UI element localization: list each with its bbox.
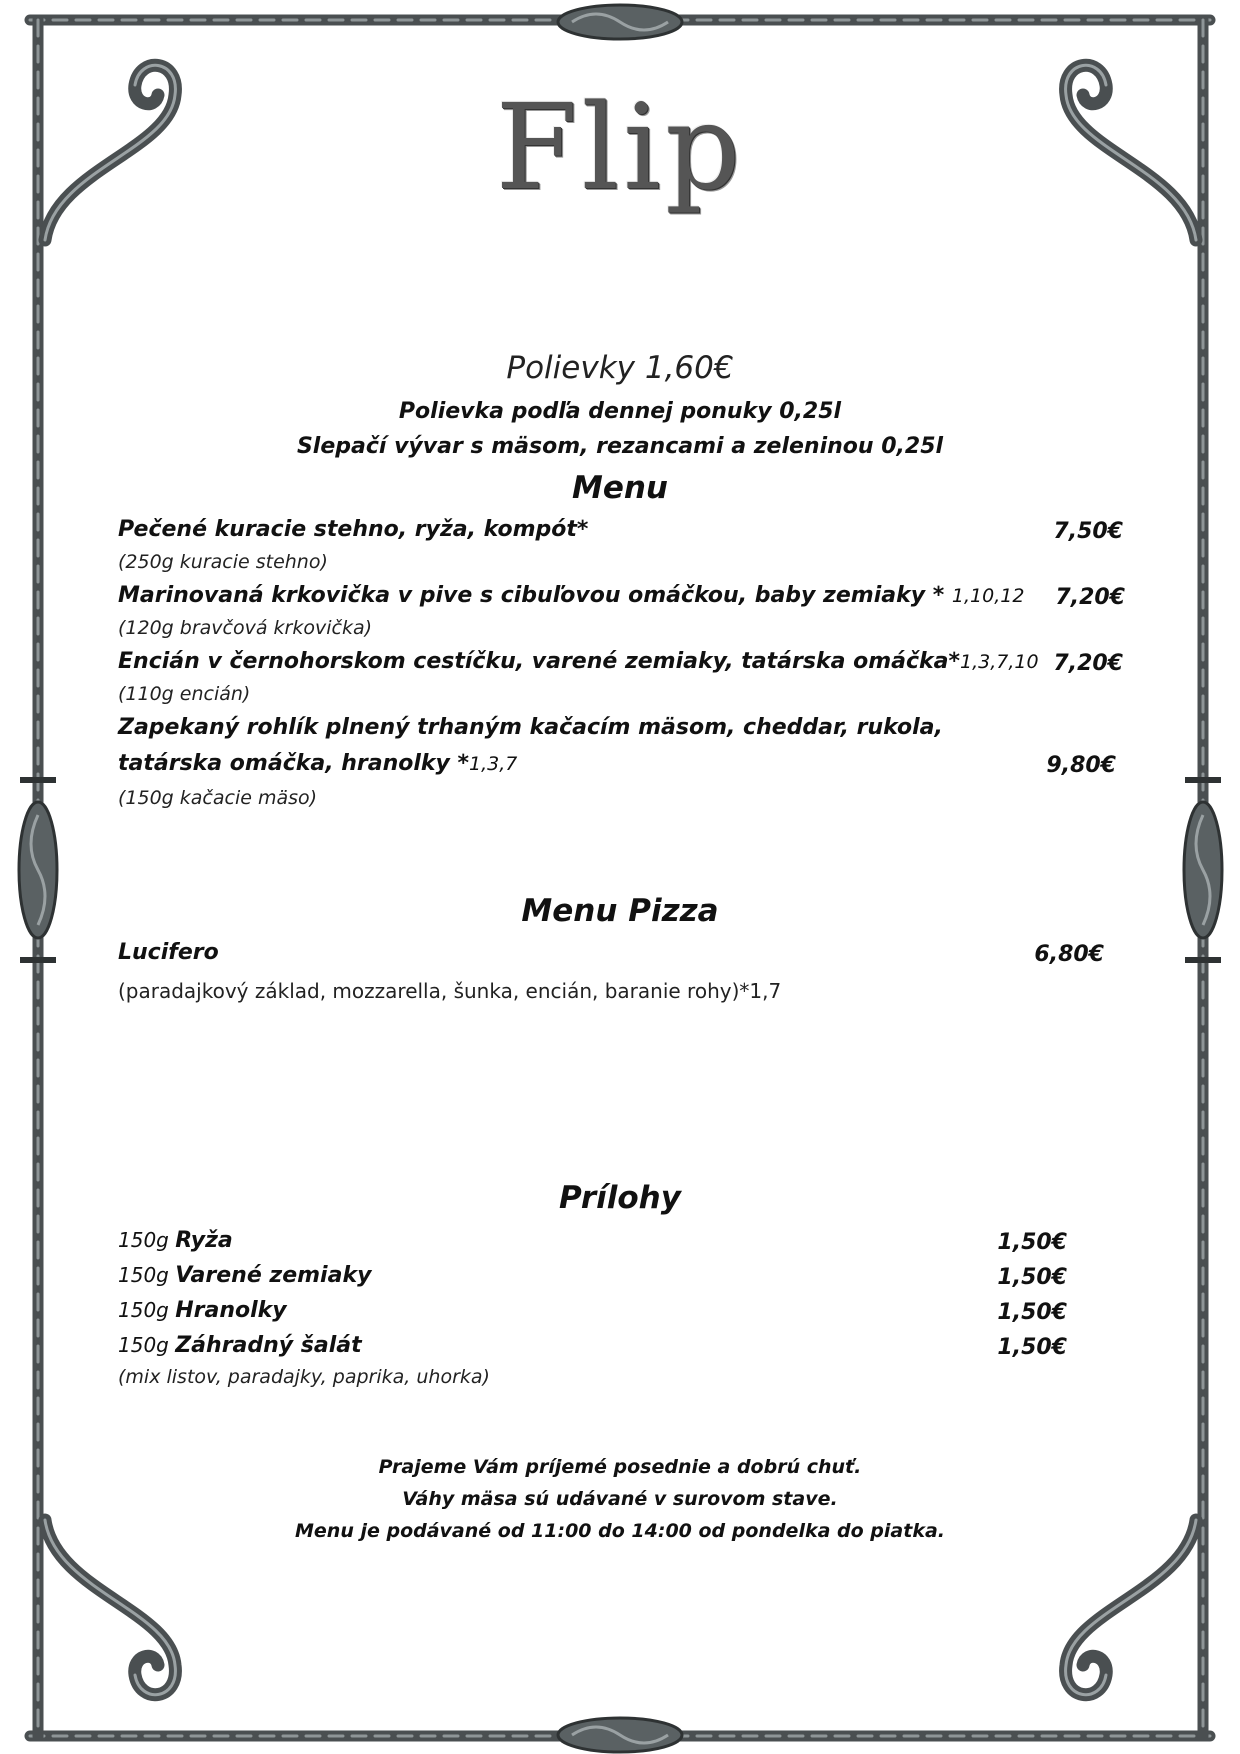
footer-line: Prajeme Vám príjemé posednie a dobrú chuť.: [378, 1456, 862, 1478]
menu-item-name: Encián v černohorskom cestíčku, varené zemiaky, tatárska omáčka*1,3,7,10: [118, 649, 1039, 674]
soup-item: Slepačí vývar s mäsom, rezancami a zeleninou 0,25l: [296, 434, 944, 459]
menu-item-weight: (250g kuracie stehno): [118, 551, 328, 573]
side-item-name: 150g Hranolky: [118, 1298, 287, 1323]
side-item-price: 1,50€: [997, 1335, 1067, 1360]
menu-item-price: 7,20€: [1055, 585, 1125, 610]
menu-item-price: 9,80€: [1046, 753, 1116, 778]
side-item-price: 1,50€: [997, 1300, 1067, 1325]
footer-line: Váhy mäsa sú udávané v surovom stave.: [402, 1488, 838, 1510]
bottom-left-scroll-ornament: [45, 1520, 175, 1695]
menu-item-weight: (150g kačacie mäso): [118, 787, 318, 809]
side-item-price: 1,50€: [997, 1265, 1067, 1290]
soup-item: Polievka podľa dennej ponuky 0,25l: [398, 399, 842, 424]
pizza-heading: Menu Pizza: [521, 893, 719, 929]
side-item-name: 150g Ryža: [118, 1228, 233, 1253]
side-item-name: 150g Varené zemiaky: [118, 1263, 372, 1288]
bottom-right-scroll-ornament: [1066, 1520, 1196, 1695]
side-item-note: (mix listov, paradajky, paprika, uhorka): [118, 1366, 490, 1388]
pizza-item-name: Lucifero: [118, 940, 219, 965]
pizza-item-price: 6,80€: [1034, 942, 1104, 967]
menu-item-weight: (110g encián): [118, 683, 251, 705]
menu-item-name-line: Zapekaný rohlík plnený trhaným kačacím mäsom, cheddar, rukola,: [118, 715, 943, 740]
restaurant-logo-title: Flip: [495, 78, 745, 216]
menu-item-name: Pečené kuracie stehno, ryža, kompót*: [118, 517, 589, 542]
menu-heading: Menu: [571, 470, 668, 506]
menu-item-name: Marinovaná krkovička v pive s cibuľovou omáčkou, baby zemiaky * 1,10,12: [118, 583, 1025, 608]
side-item-name: 150g Záhradný šalát: [118, 1333, 362, 1358]
footer-line: Menu je podávané od 11:00 do 14:00 od pondelka do piatka.: [295, 1520, 945, 1542]
side-item-price: 1,50€: [997, 1230, 1067, 1255]
menu-item-weight: (120g bravčová krkovička): [118, 617, 373, 639]
menu-item-price: 7,20€: [1053, 651, 1123, 676]
menu-item-name: tatárska omáčka, hranolky *1,3,7: [118, 751, 518, 776]
pizza-item-description: (paradajkový základ, mozzarella, šunka, encián, baranie rohy)*1,7: [118, 979, 782, 1003]
menu-item-price: 7,50€: [1053, 519, 1123, 544]
soups-heading: Polievky 1,60€: [506, 350, 734, 386]
sides-heading: Prílohy: [559, 1180, 681, 1216]
